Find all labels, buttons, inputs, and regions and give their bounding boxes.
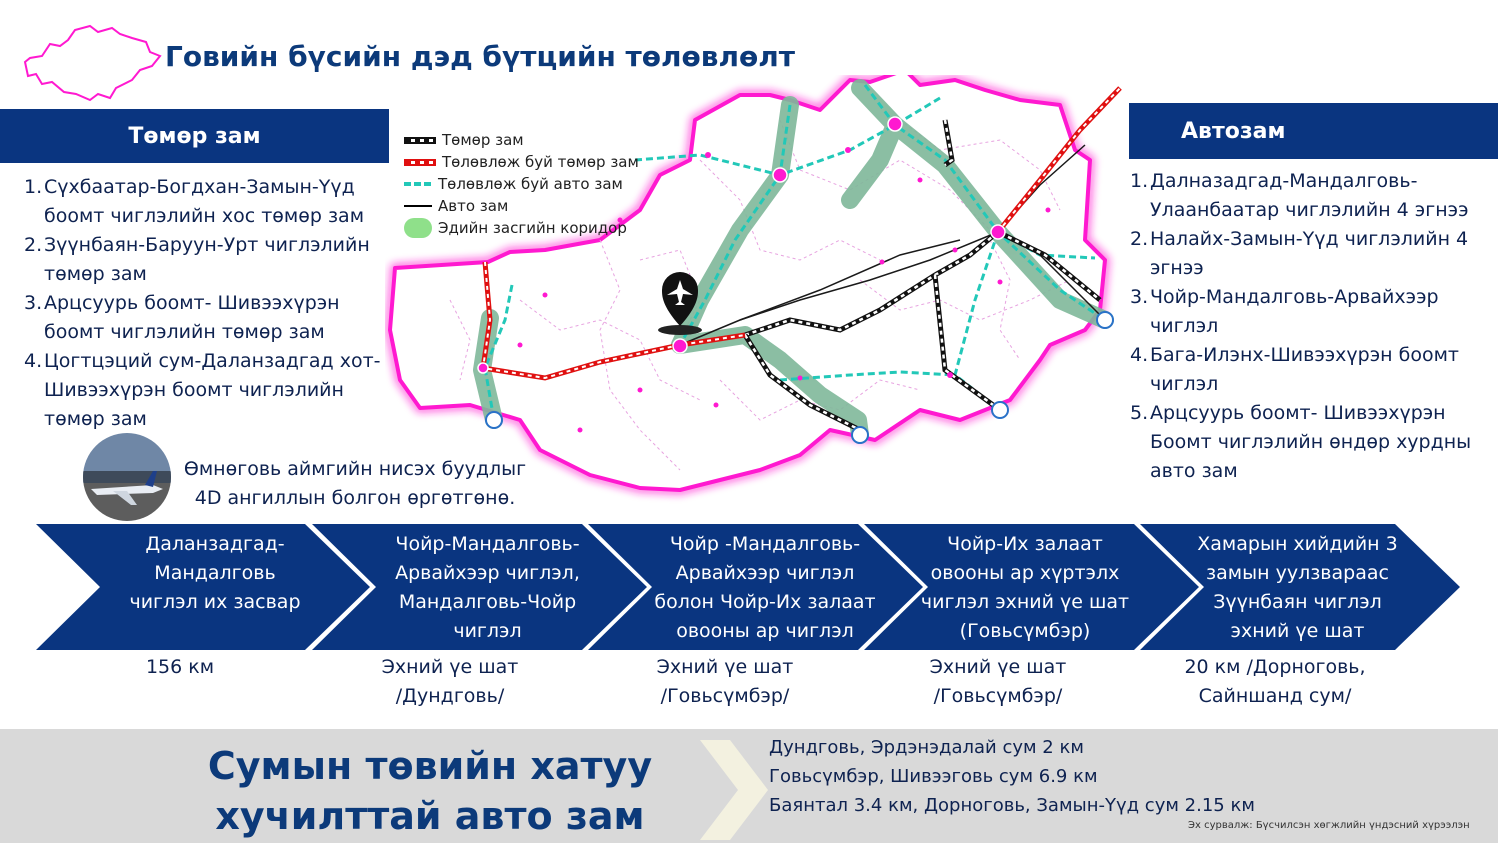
project-note-line: 20 км /Дорноговь, [1184,656,1366,678]
project-note-line: /Говьсүмбэр/ [660,685,790,707]
project-text [1180,530,1415,646]
list-item-number: 4. [24,350,43,372]
project-text [375,530,600,646]
legend-label: Эдийн засгийн коридор [438,219,627,237]
rail-list [24,173,389,434]
project-line: замын уулзвараас [1206,562,1389,584]
bottom-stat-line: Говьсүмбэр, Шивээговь сум 6.9 км [769,766,1098,787]
list-item-text: Бага-Илэнх-Шивээхүрэн боомт чиглэл [1150,344,1459,395]
project-text [105,530,325,617]
list-item-number: 4. [1130,344,1149,366]
legend-label: Төмөр зам [442,131,524,149]
project-line: овооны ар хүртэлх [930,562,1120,584]
project-line: Арвайхээр чиглэл, [395,562,580,584]
list-item [1130,341,1490,399]
project-line: Зүүнбаян чиглэл [1213,591,1382,613]
list-item-text: Цогтцэций сум-Даланзадгад хот-Шивээхүрэн боомт чиглэлийн төмөр зам [44,350,381,430]
list-item [24,347,389,434]
list-item-text: Арцсуурь боомт- Шивээхүрэн Боомт чиглэлийн өндөр хурдны авто зам [1150,402,1472,482]
project-line: чиглэл эхний үе шат [920,591,1130,613]
legend-item-corridor [404,217,644,239]
list-item [24,289,389,347]
legend-swatch [404,205,432,207]
legend-label: Авто зам [438,197,509,215]
project-line: (Говьсүмбэр) [959,620,1091,642]
arrow-chevron-icon [700,740,770,840]
list-item-number: 1. [24,176,43,198]
list-item-text: Арцсуурь боомт- Шивээхүрэн боомт чиглэлийн төмөр зам [44,292,340,343]
list-item-number: 3. [1130,286,1149,308]
bottom-stats [769,733,1369,820]
legend-swatch [404,182,432,186]
project-line: Хамарын хийдийн 3 [1197,533,1398,555]
airport-photo [83,433,171,521]
list-item [1130,167,1490,225]
airport-caption-line: 4D ангиллын болгон өргөтгөнө. [194,487,516,509]
list-item-number: 5. [1130,402,1149,424]
project-note-line: /Дундговь/ [395,685,505,707]
project-note [80,653,280,682]
project-note-line: Эхний үе шат [381,656,519,678]
list-item-number: 3. [24,292,43,314]
project-note-line: 156 км [145,656,215,678]
project-line: Мандалговь [154,562,276,584]
project-line: Чойр-Их залаат [947,533,1103,555]
project-note [1160,653,1390,711]
project-line: Чойр -Мандалговь- [669,533,861,555]
legend-label: Төлөвлөж буй төмөр зам [442,153,639,171]
page-title: Говийн бүсийн дэд бүтцийн төлөвлөлт [165,40,795,73]
list-item-text: Чойр-Мандалговь-Арвайхээр чиглэл [1150,286,1439,337]
legend-swatch [404,159,436,166]
list-item-text: Зүүнбаян-Баруун-Урт чиглэлийн төмөр зам [44,234,370,285]
legend-swatch [404,218,432,238]
bottom-stat-line: Дундговь, Эрдэнэдалай сум 2 км [769,737,1084,758]
list-item-text: Сүхбаатар-Богдхан-Замын-Үүд боомт чиглэлийн хос төмөр зам [44,176,365,227]
bottom-stat-line: Баянтал 3.4 км, Дорноговь, Замын-Үүд сум 2.15 км [769,795,1255,816]
project-note-line: /Говьсүмбэр/ [933,685,1063,707]
project-note-line: Эхний үе шат [656,656,794,678]
project-note-line: Эхний үе шат [929,656,1067,678]
project-line: чиглэл их засвар [129,591,301,613]
list-item-number: 2. [24,234,43,256]
list-item [1130,283,1490,341]
list-item [1130,225,1490,283]
bottom-title-line: хучилттай авто зам [215,794,645,838]
road-header-label: Автозам [1181,118,1286,144]
list-item-text: Далназадгад-Мандалговь-Улаанбаатар чиглэлийн 4 эгнээ [1150,170,1469,221]
project-line: эхний үе шат [1230,620,1365,642]
project-note [625,653,825,711]
legend-item-planned-road [404,173,644,195]
mongolia-outline-icon [20,22,165,104]
project-note-line: Сайншанд сум/ [1198,685,1352,707]
list-item [1130,399,1490,486]
legend-label: Төлөвлөж буй авто зам [438,175,623,193]
project-line: Арвайхээр чиглэл [675,562,855,584]
map-legend [404,129,644,239]
project-text [910,530,1140,646]
project-line: овооны ар чиглэл [676,620,854,642]
legend-item-road [404,195,644,217]
project-line: болон Чойр-Их залаат [654,591,876,613]
project-text [640,530,890,646]
legend-item-planned-railway [404,151,644,173]
rail-header [0,109,389,163]
rail-header-label: Төмөр зам [128,123,261,149]
list-item [24,231,389,289]
bottom-title [180,741,680,841]
list-item [24,173,389,231]
list-item-number: 2. [1130,228,1149,250]
project-line: чиглэл [453,620,522,642]
list-item-number: 1. [1130,170,1149,192]
road-header [1129,103,1498,159]
source-note: Эх сурвалж: Бүсчилсэн хөгжлийн үндэсний хүрээлэн [1188,820,1470,831]
road-list [1130,167,1490,486]
airport-caption-line: Өмнөговь аймгийн нисэх буудлыг [183,458,527,480]
project-line: Чойр-Мандалговь- [395,533,580,555]
bottom-title-line: Сумын төвийн хатуу [207,744,653,788]
legend-swatch [404,137,436,144]
legend-item-railway [404,129,644,151]
project-line: Даланзадгад- [145,533,285,555]
project-note [898,653,1098,711]
list-item-text: Налайх-Замын-Үүд чиглэлийн 4 эгнээ [1150,228,1469,279]
project-line: Мандалговь-Чойр [398,591,577,613]
project-note [350,653,550,711]
